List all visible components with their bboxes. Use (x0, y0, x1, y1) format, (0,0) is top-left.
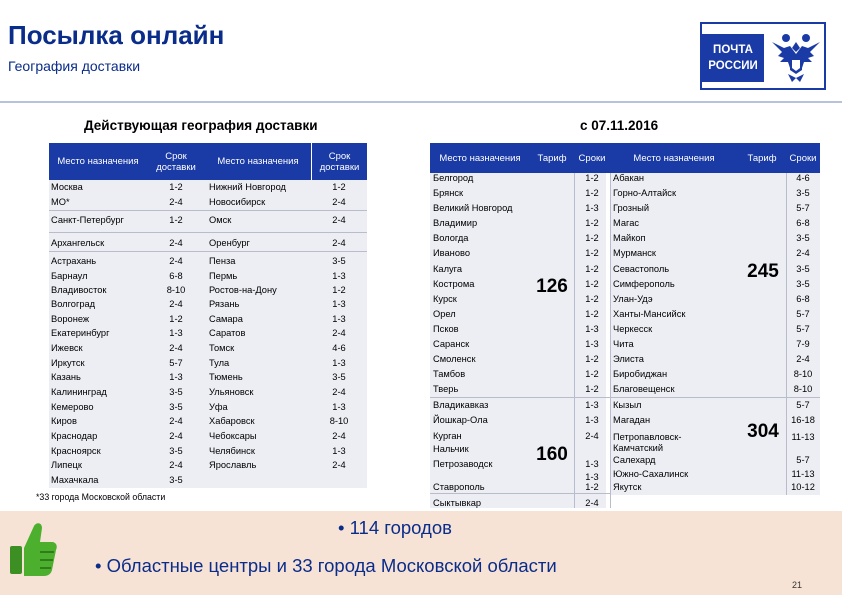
destination-cell: Пенза (209, 256, 236, 266)
term-cell: 1-2 (332, 182, 346, 192)
term-cell: 1-2 (585, 188, 599, 198)
term-cell: 1-3 (332, 446, 346, 456)
term-cell: 1-3 (585, 459, 599, 469)
term-cell: 2-4 (169, 256, 183, 266)
term-cell: 6-8 (796, 294, 810, 304)
column-separator (574, 173, 575, 508)
term-cell: 8-10 (166, 285, 186, 295)
term-cell: 1-2 (585, 309, 599, 319)
destination-cell: Южно-Сахалинск (613, 469, 689, 479)
term-cell: 4-6 (332, 343, 346, 353)
destination-cell: Абакан (613, 173, 645, 183)
destination-cell: Чебоксары (209, 431, 257, 441)
column-header-tariff: Тариф (537, 152, 567, 164)
table-row (49, 385, 367, 400)
current-geography-table-header (49, 143, 367, 180)
group-separator (610, 397, 820, 398)
term-cell: 2-4 (585, 431, 599, 441)
summary-bullet-cities: • 114 городов (338, 517, 452, 538)
term-cell: 2-4 (169, 197, 183, 207)
term-cell: 5-7 (796, 324, 810, 334)
destination-cell: Саранск (433, 339, 470, 349)
destination-cell: Псков (433, 324, 459, 334)
term-cell: 1-3 (169, 328, 183, 338)
table-row (49, 473, 367, 488)
destination-cell: Тюмень (209, 372, 243, 382)
destination-cell: Великий Новгород (433, 203, 513, 213)
destination-cell: Астрахань (51, 256, 97, 266)
destination-cell: Нижний Новгород (209, 182, 286, 192)
table-row (49, 312, 367, 327)
term-cell: 1-2 (585, 264, 599, 274)
destination-cell: Липецк (51, 460, 82, 470)
term-cell: 5-7 (796, 400, 810, 410)
destination-cell: Иркутск (51, 358, 85, 368)
destination-cell: Петрозаводск (433, 459, 493, 469)
row-separator (49, 251, 367, 252)
double-headed-eagle-emblem (768, 28, 824, 86)
destination-cell: Барнаул (51, 271, 88, 281)
term-cell: 1-2 (169, 182, 183, 192)
term-cell: 11-13 (791, 432, 815, 442)
term-cell: 6-8 (169, 271, 183, 281)
term-cell: 1-2 (585, 233, 599, 243)
new-geography-date-heading: с 07.11.2016 (580, 118, 659, 133)
destination-cell: Владимир (433, 218, 478, 228)
destination-cell: Владивосток (51, 285, 107, 295)
term-cell: 1-3 (585, 415, 599, 425)
group-separator (430, 397, 610, 398)
term-cell: 3-5 (332, 256, 346, 266)
destination-cell: Томск (209, 343, 235, 353)
term-cell: 2-4 (332, 431, 346, 441)
term-cell: 3-5 (796, 264, 810, 274)
moscow-region-footnote: *33 города Московской области (36, 492, 166, 502)
term-cell: 2-4 (332, 215, 346, 225)
destination-cell: Ханты-Мансийск (613, 309, 686, 319)
term-cell: 5-7 (169, 358, 183, 368)
destination-cell: Екатеринбург (51, 328, 110, 338)
term-cell: 2-4 (332, 328, 346, 338)
term-cell: 1-3 (585, 324, 599, 334)
destination-cell: Санкт-Петербург (51, 215, 124, 225)
thumbs-up-icon (6, 518, 58, 578)
destination-cell: Ростов-на-Дону (209, 285, 277, 295)
term-cell: 2-4 (796, 354, 810, 364)
table-row (49, 236, 367, 251)
row-separator (49, 210, 367, 211)
destination-cell: Тверь (433, 384, 459, 394)
column-header-destination: Место назначения (217, 156, 299, 167)
term-cell: 6-8 (796, 218, 810, 228)
term-cell: 8-10 (793, 369, 813, 379)
term-cell: 2-4 (332, 238, 346, 248)
term-cell: 1-2 (585, 294, 599, 304)
destination-cell: Майкоп (613, 233, 646, 243)
destination-cell: Петропавловск- (613, 432, 682, 442)
term-cell: 5-7 (796, 203, 810, 213)
destination-cell: Калининград (51, 387, 107, 397)
destination-cell: Элиста (613, 354, 644, 364)
column-header-tariff: Тариф (747, 152, 777, 164)
logo-text (702, 34, 764, 82)
term-cell: 1-2 (585, 384, 599, 394)
destination-cell: Брянск (433, 188, 464, 198)
term-cell: 8-10 (793, 384, 813, 394)
table-row (49, 269, 367, 284)
term-cell: 11-13 (791, 469, 815, 479)
column-header-terms: Сроки (789, 152, 817, 164)
destination-cell: Омск (209, 215, 232, 225)
destination-cell: Орел (433, 309, 456, 319)
term-cell: 1-3 (585, 400, 599, 410)
destination-cell: Курск (433, 294, 457, 304)
destination-cell: Ставрополь (433, 482, 485, 492)
destination-cell: Кострома (433, 279, 475, 289)
term-cell: 1-2 (585, 482, 599, 492)
destination-cell: Якутск (613, 482, 642, 492)
destination-cell: Вологда (433, 233, 469, 243)
destination-cell: Иваново (433, 248, 470, 258)
destination-cell: Калуга (433, 264, 463, 274)
destination-cell: Пермь (209, 271, 238, 281)
term-cell: 7-9 (796, 339, 810, 349)
destination-cell: Рязань (209, 299, 240, 309)
destination-cell: Челябинск (209, 446, 255, 456)
summary-bullet-regions: • Областные центры и 33 города Московской области (95, 555, 557, 576)
term-cell: 1-2 (585, 248, 599, 258)
logo-text-line-1: ПОЧТА (713, 44, 753, 56)
term-cell: 3-5 (169, 402, 183, 412)
term-cell: 3-5 (796, 279, 810, 289)
destination-cell: Камчатский (613, 443, 664, 453)
term-cell: 2-4 (169, 343, 183, 353)
destination-cell: Чита (613, 339, 634, 349)
group-separator (430, 493, 610, 494)
destination-cell: Ульяновск (209, 387, 254, 397)
term-cell: 1-2 (585, 354, 599, 364)
table-row (49, 254, 367, 269)
term-cell: 1-3 (332, 402, 346, 412)
term-cell: 1-2 (332, 285, 346, 295)
destination-cell: Саратов (209, 328, 246, 338)
column-separator (786, 173, 787, 495)
term-cell: 3-5 (332, 372, 346, 382)
destination-cell: Новосибирск (209, 197, 266, 207)
table-row (49, 195, 367, 210)
term-cell: 2-4 (169, 238, 183, 248)
term-cell: 1-3 (585, 339, 599, 349)
term-cell: 1-2 (585, 218, 599, 228)
destination-cell: Ярославль (209, 460, 257, 470)
destination-cell: Симферополь (613, 279, 675, 289)
term-cell: 2-4 (169, 299, 183, 309)
destination-cell: Магадан (613, 415, 651, 425)
term-cell: 16-18 (791, 415, 815, 425)
destination-cell: Кемерово (51, 402, 94, 412)
column-header-destination: Место назначения (439, 152, 521, 164)
destination-cell: Ижевск (51, 343, 83, 353)
term-cell: 3-5 (169, 387, 183, 397)
term-cell: 1-3 (332, 299, 346, 309)
term-cell: 5-7 (796, 309, 810, 319)
page-title: Посылка онлайн (8, 20, 225, 50)
term-cell: 1-2 (585, 173, 599, 183)
new-geography-table-header (430, 143, 820, 173)
destination-cell: Кызыл (613, 400, 642, 410)
destination-cell: Биробиджан (613, 369, 668, 379)
destination-cell: Архангельск (51, 238, 105, 248)
term-cell: 2-4 (169, 416, 183, 426)
tariff-value: 304 (747, 421, 779, 442)
destination-cell: Улан-Удэ (613, 294, 653, 304)
table-row (49, 180, 367, 195)
term-cell: 3-5 (796, 233, 810, 243)
logo-text-line-2: РОССИИ (708, 60, 758, 72)
table-row (49, 458, 367, 473)
pochta-rossii-logo (700, 22, 826, 90)
destination-cell: Москва (51, 182, 83, 192)
term-cell: 2-4 (585, 498, 599, 508)
destination-cell: Белгород (433, 173, 474, 183)
term-cell: 1-2 (585, 369, 599, 379)
destination-cell: Киров (51, 416, 77, 426)
term-cell: 10-12 (791, 482, 815, 492)
term-cell: 2-4 (332, 197, 346, 207)
header-divider (0, 101, 842, 103)
column-header-terms: Сроки (578, 152, 606, 164)
destination-cell: Казань (51, 372, 81, 382)
term-cell: 1-3 (332, 271, 346, 281)
term-cell: 1-3 (585, 472, 599, 482)
table-row (49, 444, 367, 459)
row-separator (49, 232, 367, 233)
term-cell: 3-5 (796, 188, 810, 198)
term-cell: 2-4 (796, 248, 810, 258)
destination-cell: Краснодар (51, 431, 98, 441)
destination-cell: Махачкала (51, 475, 99, 485)
page-subtitle: География доставки (8, 58, 141, 74)
destination-cell: Салехард (613, 455, 656, 465)
destination-cell: Нальчик (433, 444, 469, 454)
term-cell: 1-2 (169, 314, 183, 324)
destination-cell: МО* (51, 197, 70, 207)
destination-cell: Смоленск (433, 354, 476, 364)
column-header-destination: Место назначения (633, 152, 715, 164)
page-number: 21 (792, 580, 803, 590)
table-row (49, 370, 367, 385)
tariff-value: 245 (747, 261, 779, 282)
term-cell: 3-5 (169, 446, 183, 456)
destination-cell: Севастополь (613, 264, 670, 274)
destination-cell: Оренбург (209, 238, 250, 248)
term-cell: 2-4 (169, 460, 183, 470)
table-row (49, 326, 367, 341)
column-header-destination: Место назначения (57, 156, 139, 167)
column-separator (610, 173, 611, 508)
table-row (49, 283, 367, 298)
table-row (49, 341, 367, 356)
tariff-value: 126 (536, 276, 568, 297)
term-cell: 3-5 (169, 475, 183, 485)
table-row (49, 429, 367, 444)
destination-cell: Мурманск (613, 248, 656, 258)
term-cell: 5-7 (796, 455, 810, 465)
term-cell: 8-10 (329, 416, 349, 426)
term-cell: 1-2 (585, 279, 599, 289)
destination-cell: Красноярск (51, 446, 101, 456)
destination-cell: Хабаровск (209, 416, 255, 426)
destination-cell: Владикавказ (433, 400, 489, 410)
destination-cell: Уфа (209, 402, 228, 412)
table-row (49, 414, 367, 429)
destination-cell: Благовещенск (613, 384, 675, 394)
term-cell: 2-4 (169, 431, 183, 441)
term-cell: 1-3 (332, 358, 346, 368)
term-cell: 1-3 (169, 372, 183, 382)
table-row (49, 356, 367, 371)
table-row (49, 213, 367, 228)
destination-cell: Волгоград (51, 299, 96, 309)
term-cell: 4-6 (796, 173, 810, 183)
term-cell: 1-3 (585, 203, 599, 213)
destination-cell: Йошкар-Ола (433, 415, 488, 425)
destination-cell: Самара (209, 314, 243, 324)
tariff-value: 160 (536, 444, 568, 465)
destination-cell: Тамбов (433, 369, 466, 379)
column-header-delivery-term: Срок доставки (311, 143, 367, 180)
destination-cell: Магас (613, 218, 640, 228)
destination-cell: Горно-Алтайск (613, 188, 677, 198)
destination-cell: Грозный (613, 203, 650, 213)
table-row (49, 400, 367, 415)
destination-cell: Воронеж (51, 314, 90, 324)
destination-cell: Черкесск (613, 324, 653, 334)
destination-cell: Курган (433, 431, 462, 441)
current-geography-heading: Действующая география доставки (84, 118, 318, 133)
destination-cell: Сыктывкар (433, 498, 482, 508)
term-cell: 1-2 (169, 215, 183, 225)
table-row (49, 297, 367, 312)
column-header-delivery-term: Срок доставки (156, 150, 196, 173)
term-cell: 2-4 (332, 460, 346, 470)
destination-cell: Тула (209, 358, 230, 368)
term-cell: 1-3 (332, 314, 346, 324)
term-cell: 2-4 (332, 387, 346, 397)
